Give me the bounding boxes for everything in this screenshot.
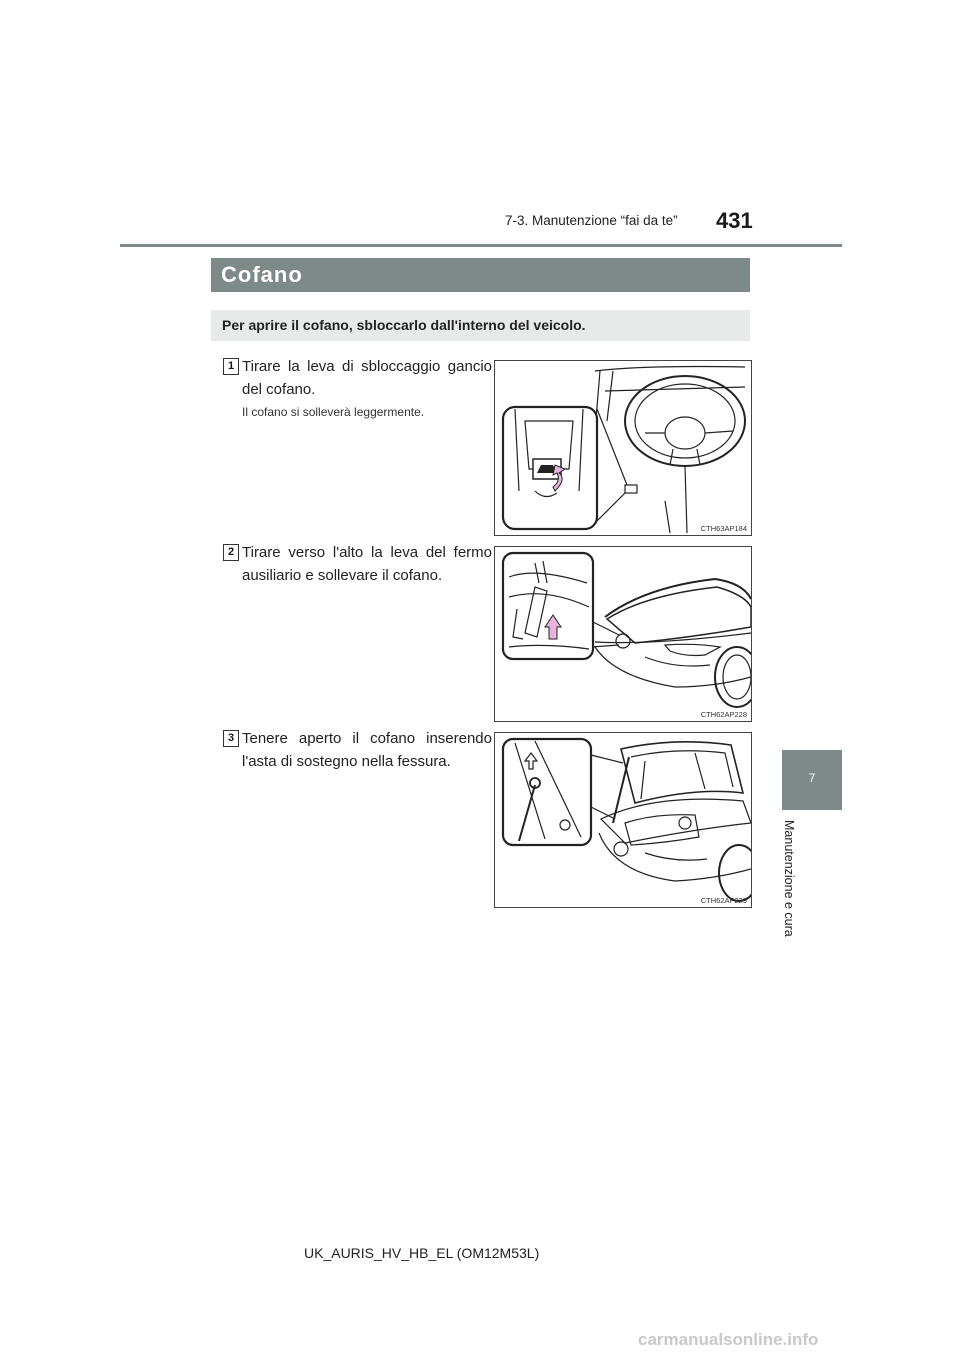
step-number-2: 2 <box>223 544 239 561</box>
intro-text: Per aprire il cofano, sbloccarlo dall'interno del veicolo. <box>222 317 586 333</box>
page-number: 431 <box>716 208 753 233</box>
figure-code-2: CTH62AP228 <box>700 710 747 719</box>
step-text-1: Tirare la leva di sbloccaggio gancio del cofano. <box>242 358 492 398</box>
figure-support-rod <box>494 732 752 908</box>
manual-id: UK_AURIS_HV_HB_EL (OM12M53L) <box>304 1245 540 1261</box>
chapter-tab[interactable] <box>782 750 842 810</box>
figure-hood-release <box>494 360 752 536</box>
section-reference: 7-3. Manutenzione “fai da te” <box>505 213 678 228</box>
section-title-band <box>211 258 750 292</box>
watermark: carmanualsonline.info <box>638 1330 819 1349</box>
figure-auxiliary-catch <box>494 546 752 722</box>
step-number-1: 1 <box>223 358 239 375</box>
chapter-number: 7 <box>808 771 816 785</box>
figure-code-1: CTH63AP184 <box>700 524 747 533</box>
step-note-1: Il cofano si solleverà leggermente. <box>242 405 425 419</box>
intro-band <box>211 310 750 341</box>
step-text-2: Tirare verso l'alto la leva del fermo ausiliario e sollevare il cofano. <box>242 544 492 584</box>
header-rule <box>120 244 842 247</box>
section-title: Cofano <box>221 262 303 287</box>
chapter-label-text: Manutenzione e cura <box>782 820 796 937</box>
auxiliary-catch-lever-illustration <box>495 547 751 721</box>
chapter-label <box>776 820 806 970</box>
hood-release-lever-illustration <box>495 361 751 535</box>
figure-code-3: CTH62AP229 <box>700 896 747 905</box>
step-number-3: 3 <box>223 730 239 747</box>
support-rod-illustration <box>495 733 751 907</box>
step-text-3: Tenere aperto il cofano inserendo l'asta di sostegno nella fessura. <box>242 730 492 770</box>
